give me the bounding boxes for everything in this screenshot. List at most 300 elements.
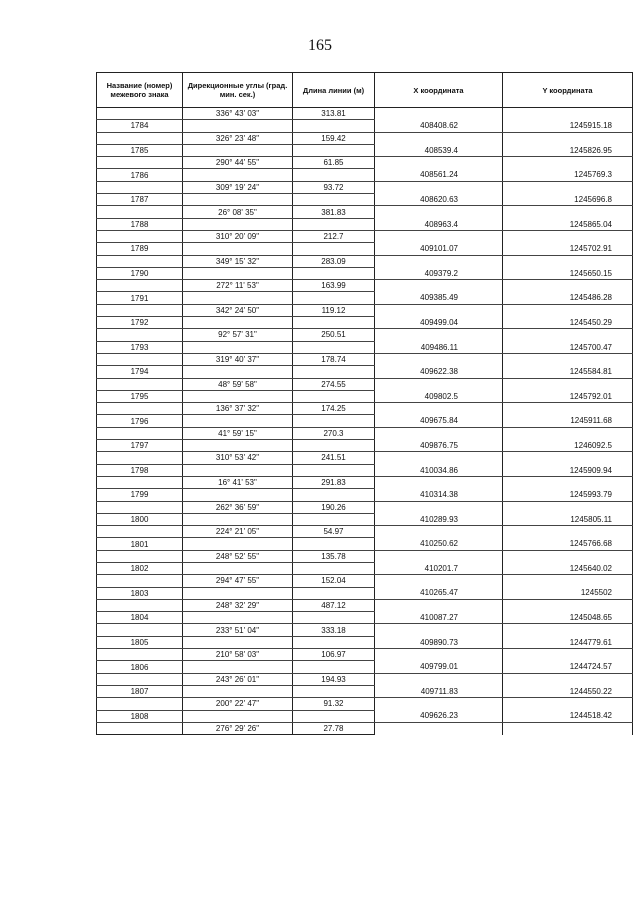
x-coordinate-cell: 410289.93: [375, 513, 503, 525]
segment-y-cell: [503, 501, 633, 513]
segment-name-cell: [97, 157, 183, 169]
point-angle-cell: [183, 587, 293, 599]
point-angle-cell: [183, 513, 293, 525]
point-length-cell: [293, 243, 375, 255]
y-coordinate-cell: 1245792.01: [503, 390, 633, 402]
segment-y-cell: [503, 329, 633, 341]
segment-y-cell: [503, 255, 633, 267]
point-angle-cell: [183, 661, 293, 673]
direction-angle-cell: 248° 52' 55": [183, 550, 293, 562]
x-coordinate-cell: 408408.62: [375, 120, 503, 132]
point-length-cell: [293, 685, 375, 697]
point-angle-cell: [183, 415, 293, 427]
segment-y-cell: [503, 230, 633, 242]
point-length-cell: [293, 636, 375, 648]
mark-name-cell: 1796: [97, 415, 183, 427]
direction-angle-cell: 349° 15' 32": [183, 255, 293, 267]
point-row: [97, 267, 633, 279]
y-coordinate-cell: 1246092.5: [503, 440, 633, 452]
line-length-cell: 291.83: [293, 476, 375, 488]
y-coordinate-cell: 1245766.68: [503, 538, 633, 550]
y-coordinate-cell: 1244518.42: [503, 710, 633, 722]
point-angle-cell: [183, 538, 293, 550]
point-row: [97, 317, 633, 329]
point-row: [97, 513, 633, 525]
mark-name-cell: 1788: [97, 218, 183, 230]
x-coordinate-cell: 409101.07: [375, 243, 503, 255]
mark-name-cell: 1804: [97, 612, 183, 624]
point-length-cell: [293, 710, 375, 722]
segment-name-cell: [97, 698, 183, 710]
direction-angle-cell: 272° 11' 53": [183, 280, 293, 292]
segment-row: [97, 181, 633, 193]
segment-row: [97, 476, 633, 488]
y-coordinate-cell: 1245650.15: [503, 267, 633, 279]
direction-angle-cell: 210° 58' 03": [183, 649, 293, 661]
segment-name-cell: [97, 427, 183, 439]
y-coordinate-cell: 1245993.79: [503, 489, 633, 501]
direction-angle-cell: 262° 36' 59": [183, 501, 293, 513]
point-length-cell: [293, 317, 375, 329]
point-angle-cell: [183, 267, 293, 279]
segment-row: [97, 526, 633, 538]
point-length-cell: [293, 562, 375, 574]
point-angle-cell: [183, 636, 293, 648]
point-row: [97, 218, 633, 230]
mark-name-cell: 1803: [97, 587, 183, 599]
point-row: [97, 243, 633, 255]
segment-name-cell: [97, 108, 183, 120]
segment-row: [97, 722, 633, 734]
segment-name-cell: [97, 230, 183, 242]
point-row: [97, 562, 633, 574]
segment-x-cell: [375, 501, 503, 513]
point-length-cell: [293, 267, 375, 279]
line-length-cell: 174.25: [293, 403, 375, 415]
x-coordinate-cell: 409876.75: [375, 440, 503, 452]
direction-angle-cell: 224° 21' 05": [183, 526, 293, 538]
segment-name-cell: [97, 501, 183, 513]
segment-row: [97, 673, 633, 685]
point-length-cell: [293, 292, 375, 304]
y-coordinate-cell: 1245911.68: [503, 415, 633, 427]
segment-x-cell: [375, 452, 503, 464]
point-row: [97, 169, 633, 181]
point-row: [97, 538, 633, 550]
y-coordinate-cell: 1245915.18: [503, 120, 633, 132]
segment-row: [97, 427, 633, 439]
direction-angle-cell: 200° 22' 47": [183, 698, 293, 710]
segment-x-cell: [375, 304, 503, 316]
point-angle-cell: [183, 341, 293, 353]
line-length-cell: 313.81: [293, 108, 375, 120]
point-length-cell: [293, 194, 375, 206]
y-coordinate-cell: 1245502: [503, 587, 633, 599]
point-angle-cell: [183, 218, 293, 230]
segment-y-cell: [503, 575, 633, 587]
mark-name-cell: 1793: [97, 341, 183, 353]
x-coordinate-cell: 408620.63: [375, 194, 503, 206]
line-length-cell: 152.04: [293, 575, 375, 587]
line-length-cell: 333.18: [293, 624, 375, 636]
segment-y-cell: [503, 132, 633, 144]
mark-name-cell: 1805: [97, 636, 183, 648]
mark-name-cell: 1800: [97, 513, 183, 525]
segment-y-cell: [503, 280, 633, 292]
point-length-cell: [293, 218, 375, 230]
point-length-cell: [293, 513, 375, 525]
segment-x-cell: [375, 599, 503, 611]
point-row: [97, 612, 633, 624]
page-number: 165: [308, 37, 332, 54]
point-length-cell: [293, 612, 375, 624]
segment-row: [97, 329, 633, 341]
point-row: [97, 661, 633, 673]
segment-row: [97, 132, 633, 144]
mark-name-cell: 1794: [97, 366, 183, 378]
segment-y-cell: [503, 403, 633, 415]
segment-name-cell: [97, 624, 183, 636]
segment-x-cell: [375, 329, 503, 341]
segment-name-cell: [97, 452, 183, 464]
point-length-cell: [293, 489, 375, 501]
mark-name-cell: 1790: [97, 267, 183, 279]
point-row: [97, 366, 633, 378]
segment-row: [97, 403, 633, 415]
direction-angle-cell: 92° 57' 31": [183, 329, 293, 341]
line-length-cell: 119.12: [293, 304, 375, 316]
segment-y-cell: [503, 452, 633, 464]
line-length-cell: 487.12: [293, 599, 375, 611]
x-coordinate-cell: 409379.2: [375, 267, 503, 279]
boundary-marks-table: [96, 72, 633, 735]
segment-row: [97, 599, 633, 611]
table-header-row: [97, 73, 633, 108]
segment-name-cell: [97, 329, 183, 341]
line-length-cell: 27.78: [293, 722, 375, 734]
point-angle-cell: [183, 612, 293, 624]
direction-angle-cell: 243° 26' 01": [183, 673, 293, 685]
segment-y-cell: [503, 550, 633, 562]
segment-name-cell: [97, 526, 183, 538]
direction-angle-cell: 16° 41' 53": [183, 476, 293, 488]
segment-x-cell: [375, 649, 503, 661]
mark-name-cell: 1801: [97, 538, 183, 550]
segment-y-cell: [503, 526, 633, 538]
x-coordinate-cell: 408561.24: [375, 169, 503, 181]
point-length-cell: [293, 538, 375, 550]
segment-x-cell: [375, 378, 503, 390]
segment-y-cell: [503, 649, 633, 661]
x-coordinate-cell: 409802.5: [375, 390, 503, 402]
segment-y-cell: [503, 353, 633, 365]
segment-row: [97, 501, 633, 513]
point-length-cell: [293, 661, 375, 673]
point-angle-cell: [183, 390, 293, 402]
y-coordinate-cell: 1245696.8: [503, 194, 633, 206]
direction-angle-cell: 336° 43' 03": [183, 108, 293, 120]
segment-x-cell: [375, 550, 503, 562]
point-length-cell: [293, 120, 375, 132]
direction-angle-cell: 276° 29' 26": [183, 722, 293, 734]
segment-x-cell: [375, 280, 503, 292]
segment-y-cell: [503, 624, 633, 636]
segment-row: [97, 108, 633, 120]
segment-name-cell: [97, 353, 183, 365]
point-angle-cell: [183, 464, 293, 476]
point-angle-cell: [183, 317, 293, 329]
line-length-cell: 190.26: [293, 501, 375, 513]
x-coordinate-cell: 409711.83: [375, 685, 503, 697]
mark-name-cell: 1806: [97, 661, 183, 673]
point-row: [97, 390, 633, 402]
line-length-cell: 93.72: [293, 181, 375, 193]
point-angle-cell: [183, 120, 293, 132]
line-length-cell: 212.7: [293, 230, 375, 242]
x-coordinate-cell: 408963.4: [375, 218, 503, 230]
point-length-cell: [293, 415, 375, 427]
mark-name-cell: 1807: [97, 685, 183, 697]
mark-name-cell: 1787: [97, 194, 183, 206]
mark-name-cell: 1791: [97, 292, 183, 304]
segment-row: [97, 649, 633, 661]
segment-row: [97, 280, 633, 292]
y-coordinate-cell: 1244550.22: [503, 685, 633, 697]
x-coordinate-cell: 409626.23: [375, 710, 503, 722]
point-angle-cell: [183, 710, 293, 722]
x-coordinate-cell: 409890.73: [375, 636, 503, 648]
point-row: [97, 464, 633, 476]
segment-x-cell: [375, 698, 503, 710]
x-coordinate-cell: 410314.38: [375, 489, 503, 501]
segment-row: [97, 378, 633, 390]
point-length-cell: [293, 144, 375, 156]
segment-name-cell: [97, 722, 183, 734]
line-length-cell: 106.97: [293, 649, 375, 661]
point-row: [97, 194, 633, 206]
y-coordinate-cell: 1245450.29: [503, 317, 633, 329]
segment-row: [97, 206, 633, 218]
point-angle-cell: [183, 292, 293, 304]
x-coordinate-cell: 410265.47: [375, 587, 503, 599]
line-length-cell: 241.51: [293, 452, 375, 464]
point-length-cell: [293, 587, 375, 599]
segment-name-cell: [97, 403, 183, 415]
line-length-cell: 91.32: [293, 698, 375, 710]
header-x: Х координата: [375, 73, 503, 108]
segment-y-cell: [503, 673, 633, 685]
line-length-cell: 250.51: [293, 329, 375, 341]
x-coordinate-cell: 408539.4: [375, 144, 503, 156]
direction-angle-cell: 233° 51' 04": [183, 624, 293, 636]
point-row: [97, 440, 633, 452]
segment-x-cell: [375, 255, 503, 267]
x-coordinate-cell: 410034.86: [375, 464, 503, 476]
point-row: [97, 710, 633, 722]
table-body: [97, 108, 633, 735]
segment-x-cell: [375, 181, 503, 193]
segment-y-cell: [503, 378, 633, 390]
segment-row: [97, 550, 633, 562]
point-row: [97, 341, 633, 353]
mark-name-cell: 1802: [97, 562, 183, 574]
segment-y-cell: [503, 206, 633, 218]
point-length-cell: [293, 341, 375, 353]
segment-y-cell: [503, 599, 633, 611]
point-row: [97, 144, 633, 156]
mark-name-cell: 1785: [97, 144, 183, 156]
header-angle: Дирекционные углы (град. мин. сек.): [183, 73, 293, 108]
segment-name-cell: [97, 575, 183, 587]
y-coordinate-cell: 1244724.57: [503, 661, 633, 673]
segment-y-cell: [503, 304, 633, 316]
direction-angle-cell: 309° 19' 24": [183, 181, 293, 193]
point-angle-cell: [183, 440, 293, 452]
y-coordinate-cell: 1245640.02: [503, 562, 633, 574]
segment-name-cell: [97, 304, 183, 316]
y-coordinate-cell: 1245805.11: [503, 513, 633, 525]
direction-angle-cell: 136° 37' 32": [183, 403, 293, 415]
segment-name-cell: [97, 181, 183, 193]
y-coordinate-cell: 1245584.81: [503, 366, 633, 378]
x-coordinate-cell: 409622.38: [375, 366, 503, 378]
point-angle-cell: [183, 144, 293, 156]
point-angle-cell: [183, 243, 293, 255]
line-length-cell: 61.85: [293, 157, 375, 169]
segment-x-cell: [375, 157, 503, 169]
mark-name-cell: 1795: [97, 390, 183, 402]
x-coordinate-cell: 409499.04: [375, 317, 503, 329]
y-coordinate-cell: 1245700.47: [503, 341, 633, 353]
mark-name-cell: 1799: [97, 489, 183, 501]
direction-angle-cell: 248° 32' 29": [183, 599, 293, 611]
y-coordinate-cell: 1245865.04: [503, 218, 633, 230]
direction-angle-cell: 319° 40' 37": [183, 353, 293, 365]
segment-y-cell: [503, 108, 633, 120]
segment-x-cell: [375, 108, 503, 120]
point-angle-cell: [183, 489, 293, 501]
direction-angle-cell: 26° 08' 35": [183, 206, 293, 218]
line-length-cell: 381.83: [293, 206, 375, 218]
point-angle-cell: [183, 562, 293, 574]
segment-name-cell: [97, 132, 183, 144]
segment-x-cell: [375, 427, 503, 439]
y-coordinate-cell: 1245486.28: [503, 292, 633, 304]
line-length-cell: 194.93: [293, 673, 375, 685]
y-coordinate-cell: 1245909.94: [503, 464, 633, 476]
mark-name-cell: 1786: [97, 169, 183, 181]
segment-name-cell: [97, 280, 183, 292]
point-row: [97, 587, 633, 599]
line-length-cell: 270.3: [293, 427, 375, 439]
mark-name-cell: 1789: [97, 243, 183, 255]
point-angle-cell: [183, 366, 293, 378]
x-coordinate-cell: 409799.01: [375, 661, 503, 673]
segment-x-cell: [375, 526, 503, 538]
y-coordinate-cell: 1245702.91: [503, 243, 633, 255]
point-angle-cell: [183, 685, 293, 697]
segment-name-cell: [97, 255, 183, 267]
x-coordinate-cell: 410201.7: [375, 562, 503, 574]
point-length-cell: [293, 366, 375, 378]
segment-name-cell: [97, 550, 183, 562]
segment-y-cell: [503, 157, 633, 169]
y-coordinate-cell: 1244779.61: [503, 636, 633, 648]
line-length-cell: 274.55: [293, 378, 375, 390]
segment-x-cell: [375, 575, 503, 587]
segment-row: [97, 157, 633, 169]
line-length-cell: 283.09: [293, 255, 375, 267]
segment-name-cell: [97, 599, 183, 611]
mark-name-cell: 1784: [97, 120, 183, 132]
x-coordinate-cell: 410250.62: [375, 538, 503, 550]
direction-angle-cell: 41° 59' 15": [183, 427, 293, 439]
segment-y-cell: [503, 698, 633, 710]
mark-name-cell: 1797: [97, 440, 183, 452]
segment-y-cell: [503, 181, 633, 193]
segment-row: [97, 575, 633, 587]
point-row: [97, 292, 633, 304]
segment-name-cell: [97, 206, 183, 218]
direction-angle-cell: 326° 23' 48": [183, 132, 293, 144]
point-length-cell: [293, 440, 375, 452]
direction-angle-cell: 290° 44' 55": [183, 157, 293, 169]
point-length-cell: [293, 464, 375, 476]
point-angle-cell: [183, 169, 293, 181]
direction-angle-cell: 342° 24' 50": [183, 304, 293, 316]
point-row: [97, 415, 633, 427]
segment-row: [97, 255, 633, 267]
segment-name-cell: [97, 673, 183, 685]
direction-angle-cell: 310° 20' 09": [183, 230, 293, 242]
point-row: [97, 685, 633, 697]
y-coordinate-cell: 1245769.3: [503, 169, 633, 181]
segment-name-cell: [97, 649, 183, 661]
y-coordinate-cell: 1245048.65: [503, 612, 633, 624]
header-y: Y координата: [503, 73, 633, 108]
segment-row: [97, 452, 633, 464]
segment-row: [97, 698, 633, 710]
point-row: [97, 489, 633, 501]
x-coordinate-cell: 409385.49: [375, 292, 503, 304]
mark-name-cell: 1792: [97, 317, 183, 329]
line-length-cell: 54.97: [293, 526, 375, 538]
segment-x-cell: [375, 132, 503, 144]
segment-row: [97, 353, 633, 365]
line-length-cell: 178.74: [293, 353, 375, 365]
direction-angle-cell: 310° 53' 42": [183, 452, 293, 464]
segment-y-cell: [503, 427, 633, 439]
direction-angle-cell: 48° 59' 58": [183, 378, 293, 390]
segment-x-cell: [375, 722, 503, 734]
y-coordinate-cell: 1245826.95: [503, 144, 633, 156]
segment-y-cell: [503, 722, 633, 734]
segment-row: [97, 230, 633, 242]
point-row: [97, 636, 633, 648]
x-coordinate-cell: 409675.84: [375, 415, 503, 427]
segment-x-cell: [375, 624, 503, 636]
segment-x-cell: [375, 353, 503, 365]
segment-x-cell: [375, 476, 503, 488]
point-row: [97, 120, 633, 132]
line-length-cell: 135.78: [293, 550, 375, 562]
mark-name-cell: 1808: [97, 710, 183, 722]
point-length-cell: [293, 169, 375, 181]
segment-x-cell: [375, 673, 503, 685]
header-length: Длина линии (м): [293, 73, 375, 108]
line-length-cell: 163.99: [293, 280, 375, 292]
segment-x-cell: [375, 403, 503, 415]
